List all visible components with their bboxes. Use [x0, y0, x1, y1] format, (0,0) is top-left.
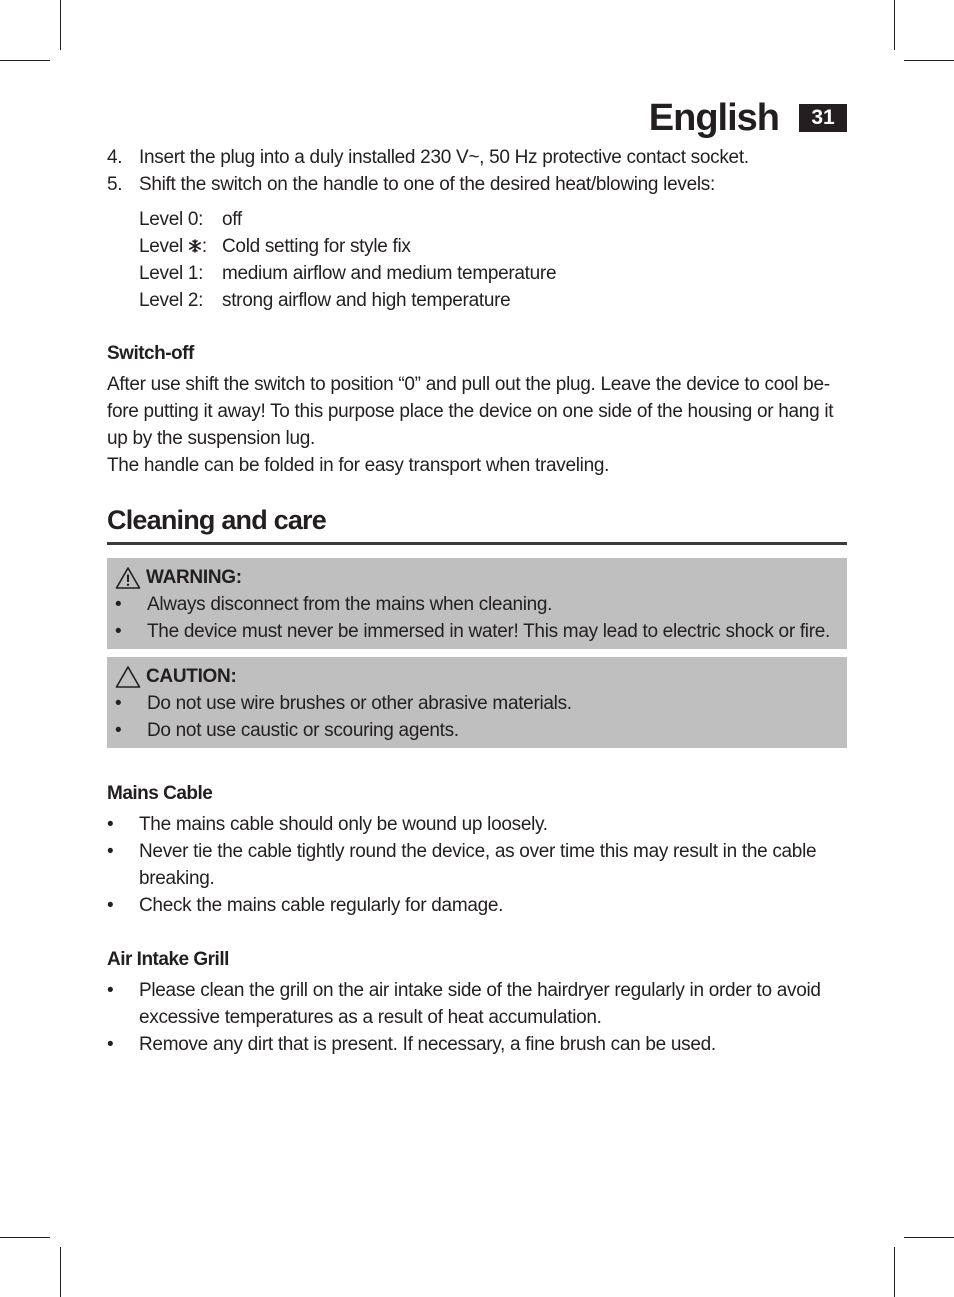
level-label: Level 2:: [139, 290, 204, 311]
level-label: [139, 233, 222, 260]
bullet: •: [115, 594, 122, 615]
item-text: [139, 1031, 716, 1058]
page-number: 31: [799, 104, 847, 132]
bullet: •: [107, 814, 114, 835]
level-label: Level 1:: [139, 263, 204, 284]
warning-triangle-icon: [115, 566, 141, 590]
caution-header: [115, 663, 839, 690]
item-text: [139, 977, 821, 1031]
item-text: [139, 811, 548, 838]
bullet: •: [115, 621, 122, 642]
level-row: [139, 233, 847, 260]
bullet: •: [107, 1034, 114, 1055]
bullet: •: [107, 980, 114, 1001]
level-desc: Cold setting for style fix: [222, 236, 411, 257]
crop-mark: [60, 0, 61, 50]
page-content: [107, 144, 847, 1058]
crop-mark: [894, 0, 895, 50]
warning-box: [107, 558, 847, 649]
level-desc: strong airflow and high temperature: [222, 290, 511, 311]
language-title: English: [648, 97, 779, 139]
text-line: Never tie the cable tightly round the device, as over time this may result in the cable: [139, 841, 817, 862]
text-line: Remove any dirt that is present. If necessary, a fine brush can be used.: [139, 1034, 716, 1055]
level-row: [139, 260, 847, 287]
text-line: up by the suspension lug.: [107, 428, 315, 449]
step-text: Insert the plug into a duly installed 230 V~, 50 Hz protective contact socket.: [139, 147, 749, 168]
caution-text: Do not use wire brushes or other abrasive materials.: [147, 693, 572, 714]
list-item: [115, 717, 839, 744]
air-intake-heading: Air Intake Grill: [107, 949, 229, 970]
list-item: [107, 171, 847, 198]
caution-text: Do not use caustic or scouring agents.: [147, 720, 459, 741]
level-label-suffix: :: [201, 236, 207, 257]
text-line: Please clean the grill on the air intake side of the hairdryer regularly in order to avoid: [139, 980, 821, 1001]
text-line: excessive temperatures as a result of heat accumulation.: [139, 1007, 602, 1028]
bullet: •: [115, 693, 122, 714]
list-item: [115, 690, 839, 717]
list-item: [107, 892, 847, 919]
warning-list: [115, 591, 839, 645]
level-desc: medium airflow and medium temperature: [222, 263, 557, 284]
mains-cable-heading: Mains Cable: [107, 783, 213, 804]
text-line: The mains cable should only be wound up loosely.: [139, 814, 548, 835]
switch-off-text: [107, 371, 847, 479]
level-label-prefix: Level: [139, 236, 188, 257]
page-header: [649, 98, 847, 138]
warning-text: Always disconnect from the mains when cleaning.: [147, 594, 553, 615]
snowflake-icon: [188, 239, 202, 253]
level-list: [139, 206, 847, 314]
crop-mark: [904, 1237, 954, 1238]
text-line: breaking.: [139, 868, 215, 889]
bullet: •: [107, 841, 114, 862]
list-item: [107, 977, 847, 1031]
caution-label: CAUTION:: [146, 665, 237, 687]
step-list: [107, 144, 847, 198]
list-item: [107, 838, 847, 892]
warning-label: WARNING:: [146, 566, 242, 588]
bullet: •: [115, 720, 122, 741]
mains-cable-list: [107, 811, 847, 919]
list-item: [107, 1031, 847, 1058]
crop-mark: [904, 60, 954, 61]
level-row: [139, 287, 847, 314]
warning-text: The device must never be immersed in water! This may lead to electric shock or fire.: [147, 621, 831, 642]
air-intake-list: [107, 977, 847, 1058]
list-item: [107, 811, 847, 838]
text-line: fore putting it away! To this purpose place the device on one side of the housing or hang it: [107, 401, 834, 422]
level-desc: off: [222, 209, 242, 230]
list-item: [115, 618, 839, 645]
crop-mark: [894, 1247, 895, 1297]
cleaning-title: Cleaning and care: [107, 505, 847, 545]
warning-header: [115, 564, 839, 591]
list-item: [115, 591, 839, 618]
level-label: Level 0:: [139, 209, 204, 230]
caution-box: [107, 657, 847, 748]
step-number: 4.: [107, 147, 123, 168]
step-text: Shift the switch on the handle to one of the desired heat/blowing levels:: [139, 174, 715, 195]
switch-off-heading: Switch-off: [107, 343, 194, 364]
item-text: [139, 838, 816, 892]
text-line: Check the mains cable regularly for damage.: [139, 895, 504, 916]
item-text: [139, 892, 503, 919]
crop-mark: [0, 60, 50, 61]
caution-triangle-icon: [115, 665, 141, 689]
step-number: 5.: [107, 174, 123, 195]
list-item: [107, 144, 847, 171]
bullet: •: [107, 895, 114, 916]
text-line: The handle can be folded in for easy transport when traveling.: [107, 455, 610, 476]
crop-mark: [0, 1237, 50, 1238]
crop-mark: [60, 1247, 61, 1297]
caution-list: [115, 690, 839, 744]
level-row: [139, 206, 847, 233]
text-line: After use shift the switch to position “0” and pull out the plug. Leave the device to cool be-: [107, 374, 830, 395]
